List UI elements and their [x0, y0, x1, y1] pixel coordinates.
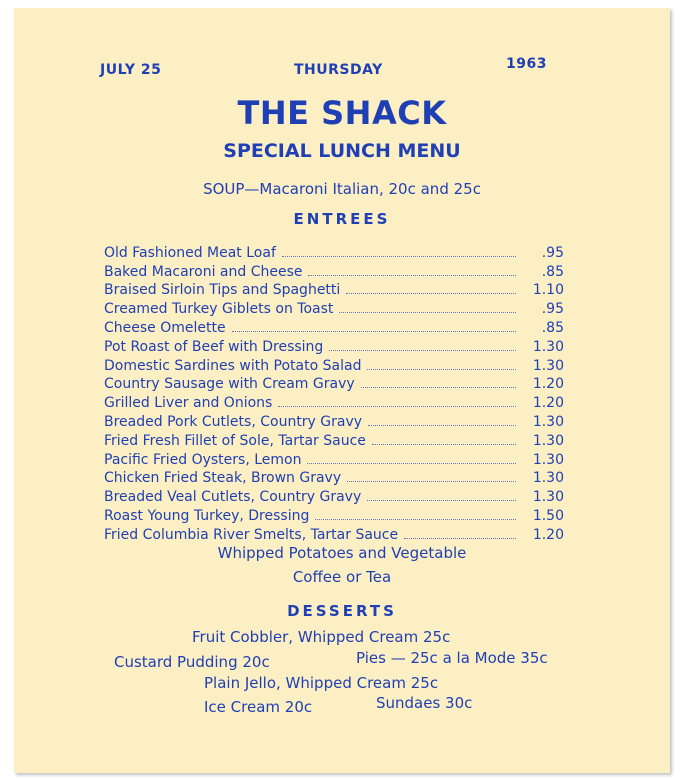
entree-row [104, 449, 564, 468]
dotted-leader [404, 538, 516, 539]
entree-price: 1.30 [532, 338, 564, 355]
menu-card [14, 8, 670, 773]
entree-price: 1.30 [532, 432, 564, 449]
entree-list [104, 242, 564, 543]
entrees-heading: ENTREES [293, 210, 391, 228]
entree-row [104, 468, 564, 487]
entree-price: .85 [541, 319, 564, 336]
entree-row [104, 486, 564, 505]
beverage-line: Coffee or Tea [292, 568, 392, 586]
entree-name: Grilled Liver and Onions [104, 395, 273, 412]
dessert-sundaes: Sundaes 30c [376, 694, 473, 712]
entree-name: Cheese Omelette [104, 319, 226, 336]
dotted-leader [308, 275, 516, 276]
entree-name: Domestic Sardines with Potato Salad [104, 357, 362, 374]
entree-name: Fried Columbia River Smelts, Tartar Sauce [104, 526, 399, 543]
entree-name: Pacific Fried Oysters, Lemon [104, 451, 302, 468]
entree-price: 1.20 [532, 376, 564, 393]
entree-name: Braised Sirloin Tips and Spaghetti [104, 282, 341, 299]
menu-subtitle: SPECIAL LUNCH MENU [223, 140, 461, 162]
entree-name: Fried Fresh Fillet of Sole, Tartar Sauce [104, 432, 366, 449]
entree-name: Pot Roast of Beef with Dressing [104, 338, 324, 355]
dotted-leader [361, 387, 516, 388]
entree-price: 1.10 [532, 282, 564, 299]
entree-name: Baked Macaroni and Cheese [104, 263, 303, 280]
entree-price: .95 [541, 301, 564, 318]
entree-price: 1.30 [532, 451, 564, 468]
desserts-heading: DESSERTS [287, 602, 397, 620]
entree-price: 1.30 [532, 357, 564, 374]
sides-line: Whipped Potatoes and Vegetable [217, 544, 467, 562]
entree-name: Chicken Fried Steak, Brown Gravy [104, 470, 342, 487]
dotted-leader [329, 350, 516, 351]
dotted-leader [368, 425, 516, 426]
entree-name: Breaded Veal Cutlets, Country Gravy [104, 489, 362, 506]
entree-row [104, 242, 564, 261]
dotted-leader [282, 256, 516, 257]
entree-name: Country Sausage with Cream Gravy [104, 376, 355, 393]
menu-day: THURSDAY [294, 62, 383, 78]
dessert-fruit-cobbler: Fruit Cobbler, Whipped Cream 25c [192, 628, 451, 646]
dotted-leader [315, 519, 516, 520]
menu-year: 1963 [506, 56, 547, 72]
menu-date: JULY 25 [100, 62, 162, 78]
dotted-leader [339, 312, 516, 313]
dessert-plain-jello: Plain Jello, Whipped Cream 25c [204, 674, 439, 692]
soup-of-the-day: SOUP—Macaroni Italian, 20c and 25c [203, 180, 481, 198]
entree-price: 1.50 [532, 507, 564, 524]
dessert-pies: Pies — 25c a la Mode 35c [356, 649, 548, 667]
entree-name: Breaded Pork Cutlets, Country Gravy [104, 413, 363, 430]
dotted-leader [307, 463, 516, 464]
entree-row [104, 298, 564, 317]
dotted-leader [367, 369, 516, 370]
dotted-leader [232, 331, 516, 332]
entree-price: 1.30 [532, 413, 564, 430]
entree-price: 1.30 [532, 470, 564, 487]
entree-name: Roast Young Turkey, Dressing [104, 507, 310, 524]
dotted-leader [346, 293, 516, 294]
dessert-custard-pudding: Custard Pudding 20c [114, 653, 270, 671]
entree-row [104, 411, 564, 430]
entree-price: 1.30 [532, 489, 564, 506]
entree-name: Old Fashioned Meat Loaf [104, 244, 276, 261]
entree-price: 1.20 [532, 526, 564, 543]
entree-row [104, 505, 564, 524]
entree-row [104, 317, 564, 336]
entree-price: .85 [541, 263, 564, 280]
entree-row [104, 261, 564, 280]
entree-row [104, 374, 564, 393]
entree-row [104, 430, 564, 449]
dotted-leader [367, 500, 516, 501]
entree-price: .95 [541, 244, 564, 261]
entree-row [104, 280, 564, 299]
entree-price: 1.20 [532, 395, 564, 412]
dotted-leader [372, 444, 516, 445]
entree-row [104, 336, 564, 355]
entree-row [104, 392, 564, 411]
entree-row [104, 355, 564, 374]
restaurant-name: THE SHACK [237, 94, 447, 132]
dotted-leader [347, 481, 516, 482]
entree-name: Creamed Turkey Giblets on Toast [104, 301, 334, 318]
dotted-leader [278, 406, 516, 407]
dessert-ice-cream: Ice Cream 20c [204, 698, 313, 716]
entree-row [104, 524, 564, 543]
